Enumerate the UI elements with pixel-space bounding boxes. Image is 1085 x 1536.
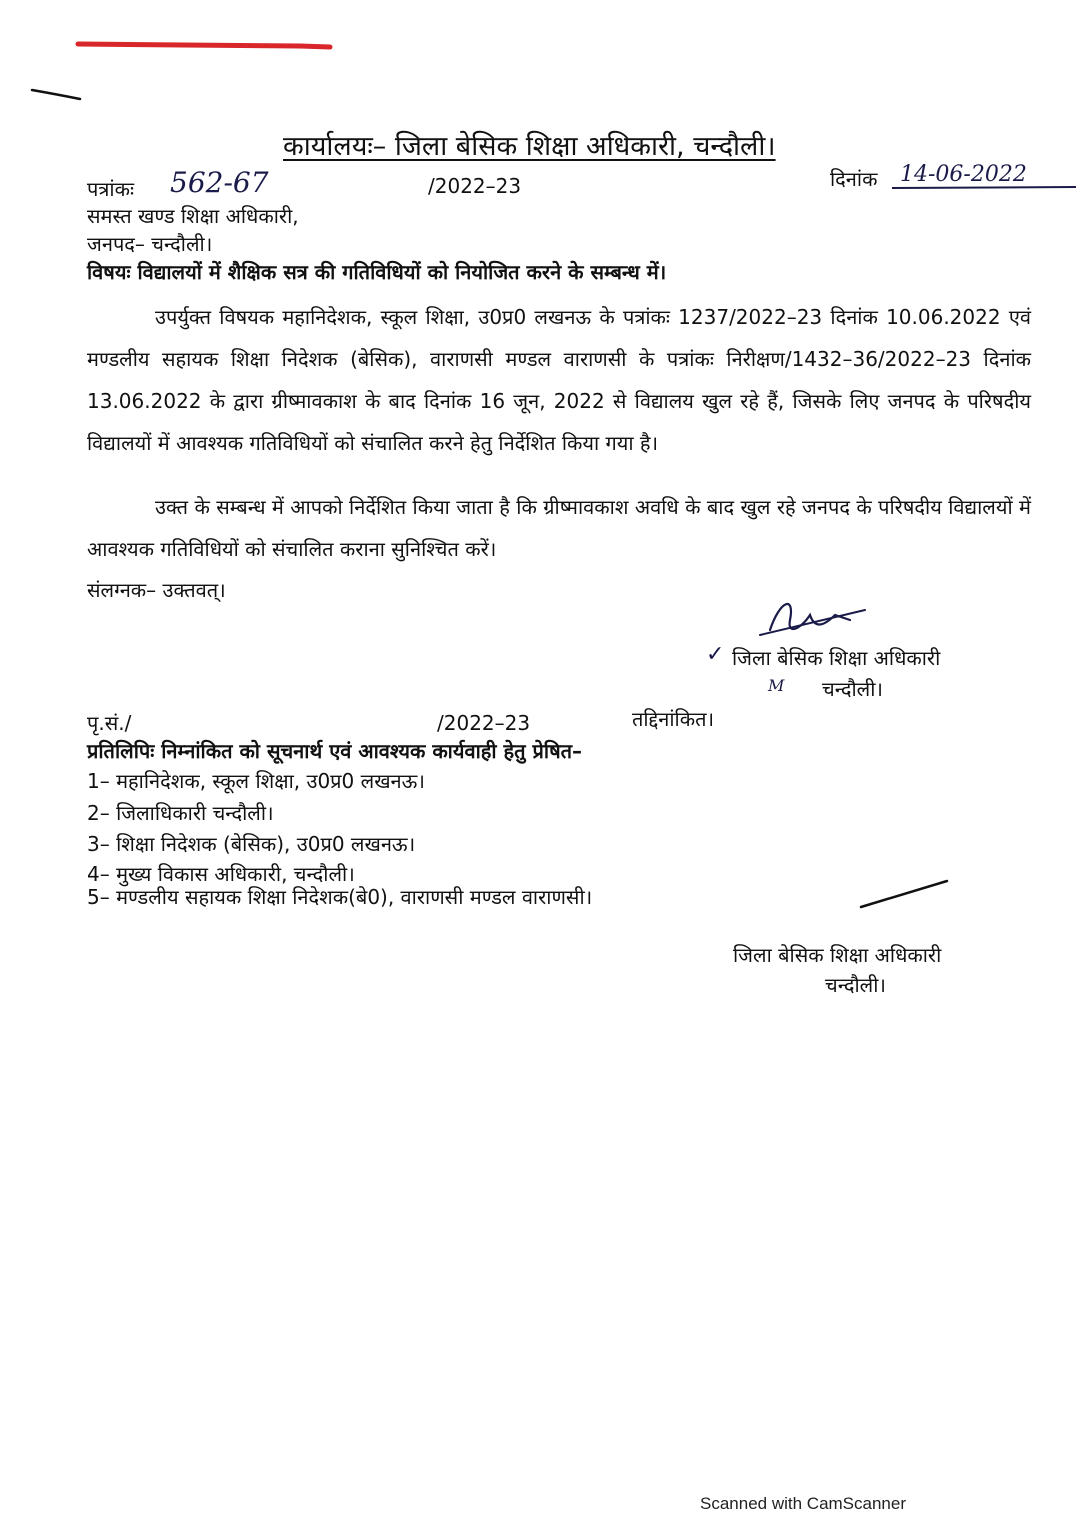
copy-intro: प्रतिलिपिः निम्नांकित को सूचनार्थ एवं आवश्यक कार्यवाही हेतु प्रेषित– [87, 739, 583, 763]
signature1-title: जिला बेसिक शिक्षा अधिकारी [732, 646, 941, 670]
ref-label: पत्रांकः [87, 177, 134, 201]
pen-stroke-signature2 [855, 875, 955, 915]
copy-dated: तद्दिनांकित। [632, 707, 715, 731]
copy-item-3: 3– शिक्षा निदेशक (बेसिक), उ0प्र0 लखनऊ। [87, 832, 416, 856]
copy-item-1: 1– महानिदेशक, स्कूल शिक्षा, उ0प्र0 लखनऊ। [87, 769, 425, 793]
date-underline [890, 180, 1080, 194]
recipient-line2: जनपद– चन्दौली। [87, 232, 213, 256]
ref-number-handwritten: 562-67 [170, 166, 269, 199]
copy-ref-label: पृ.सं./ [87, 711, 132, 735]
body-paragraph-1-text: उपर्युक्त विषयक महानिदेशक, स्कूल शिक्षा, उ0प्र0 लखनऊ के पत्रांकः 1237/2022–23 दिनांक 10.06.2022 एवं मण्डलीय सहायक शिक्षा निदेशक (बेसिक), वाराणसी मण्डल वाराणसी के पत्रांकः निरीक्षण/1432–36/2022–23 दिनांक 13.06.2022 के द्वारा ग्रीष्मावकाश के बाद दिनांक 16 जून, 2022 से विद्यालय खुल रहे हैं, जिसके लिए जनपद के परिषदीय विद्यालयों में आवश्यक गतिविधियों को संचालित करने हेतु निर्देशित किया गया है। [87, 305, 1031, 455]
tick-icon: ✓ [706, 642, 725, 667]
copy-item-5: 5– मण्डलीय सहायक शिक्षा निदेशक(बे0), वाराणसी मण्डल वाराणसी। [87, 885, 593, 909]
recipient-line1: समस्त खण्ड शिक्षा अधिकारी, [87, 204, 299, 228]
copy-item-2: 2– जिलाधिकारी चन्दौली। [87, 801, 274, 825]
copy-ref-year: /2022–23 [437, 711, 531, 735]
body-paragraph-2-text: उक्त के सम्बन्ध में आपको निर्देशित किया जाता है कि ग्रीष्मावकाश अवधि के बाद खुल रहे जनपद के परिषदीय विद्यालयों में आवश्यक गतिविधियों को संचालित कराना सुनिश्चित करें। [87, 495, 1031, 561]
handwritten-signature [740, 590, 880, 650]
enclosure-line: संलग्नक– उक्तवत्। [87, 578, 226, 602]
body-paragraph-1 [87, 296, 1031, 464]
red-stamp-streak [78, 44, 330, 47]
camscanner-watermark: Scanned with CamScanner [700, 1494, 907, 1513]
signature1-place: चन्दौली। [822, 677, 883, 701]
signature2-place: चन्दौली। [825, 973, 886, 997]
signature2-title: जिला बेसिक शिक्षा अधिकारी [733, 943, 942, 967]
ref-year: /2022–23 [428, 174, 522, 198]
pen-stroke-mark [32, 90, 80, 99]
date-handwritten: 14-06-2022 [900, 162, 1027, 187]
date-label: दिनांक [830, 167, 878, 191]
office-title: कार्यालयः– जिला बेसिक शिक्षा अधिकारी, चन्दौली। [283, 131, 776, 162]
top-marks [0, 0, 420, 110]
subject-line: विषयः विद्यालयों में शैक्षिक सत्र की गतिविधियों को नियोजित करने के सम्बन्ध में। [87, 260, 667, 284]
body-paragraph-2 [87, 486, 1031, 570]
initials-mark: M [768, 676, 785, 695]
copy-item-4: 4– मुख्य विकास अधिकारी, चन्दौली। [87, 862, 355, 886]
